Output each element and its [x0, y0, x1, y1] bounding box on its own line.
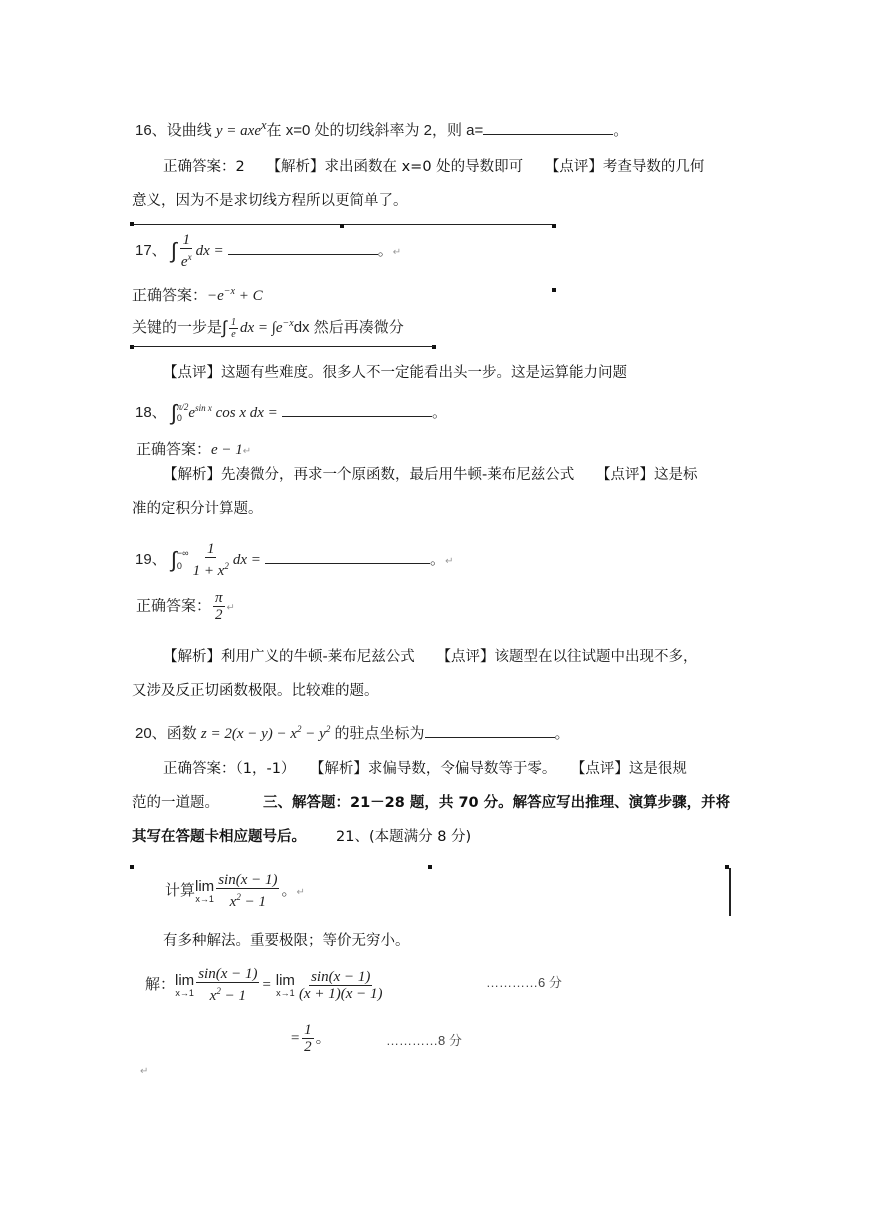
q17-answer-tail: + C — [234, 288, 263, 304]
q16-end: 。 — [613, 122, 629, 139]
q20-blank — [425, 723, 555, 738]
q20-expr: z = 2(x − y) − x — [200, 726, 298, 742]
q21-solution-step2: = $\frac{1}{2}$ 。 — [290, 1022, 331, 1055]
q20-line2-a: 范的一道题。 — [132, 795, 219, 811]
section-three-heading: 三、解答题：21－28 题，共 70 分。解答应写出推理、演算步骤，并将 — [263, 795, 731, 811]
q18-answer — [136, 438, 251, 459]
q18-end: 。 — [431, 403, 447, 421]
q21-calc: 计算 — [165, 881, 196, 899]
q17-comment: 【点评】这题有些难度。很多人不一定能看出头一步。这是运算能力问题 — [163, 365, 627, 381]
q18-stem: 18、 ∫ π/2 0 $e^{sin x}$ cos x dx = 。 — [135, 400, 447, 425]
q16-expr-sup: x — [260, 118, 267, 132]
q19-answer-label: 正确答案： — [136, 597, 212, 615]
q16-number: 16、 — [135, 122, 167, 139]
q17-answer-sup: −x — [223, 286, 235, 297]
integral-sign: ∫ — [170, 238, 177, 263]
q17-answer-expr: −e — [207, 288, 224, 304]
frame-handle — [130, 865, 134, 869]
q21-solution-step1: 解： lim x→1 $\frac{\sin(x - 1)}{x^2 - 1}$ = lim x→1 $\frac{\sin(x - 1)}{(x + 1)(x - 1)}$ — [145, 966, 383, 1004]
q17-blank — [228, 240, 378, 255]
return-mark: ↵ — [226, 602, 235, 614]
q18-limits: π/2 0 — [176, 402, 189, 423]
q17-key-mid: dx = ∫e — [239, 320, 283, 336]
return-mark: ↵ — [242, 446, 252, 457]
return-mark: ↵ — [140, 1066, 149, 1077]
q19-line1: 【解析】利用广义的牛顿-莱布尼兹公式 【点评】该题型在以往试题中出现不多， — [163, 649, 698, 665]
q21-frame-right — [729, 868, 731, 916]
return-mark: ↵ — [392, 246, 402, 258]
q21-fraction: $\frac{\sin(x - 1)}{x^2 - 1}$ — [218, 872, 278, 910]
frame-handle — [428, 865, 432, 869]
q19-blank — [265, 549, 430, 564]
q16-answer-line1: 正确答案：2 【解析】求出函数在 x=0 处的导数即可 【点评】考查导数的几何 — [163, 159, 705, 175]
q20-mid: 的驻点坐标为 — [334, 725, 425, 742]
integral-sign: ∫ — [170, 400, 177, 425]
integral-sign: ∫ — [222, 317, 227, 338]
q16-pre: 设曲线 — [166, 122, 212, 139]
integral-sign: ∫ — [170, 547, 177, 572]
frame-handle — [552, 288, 556, 292]
lim: lim x→1 — [175, 972, 195, 998]
q21-end: 。 — [281, 881, 297, 899]
return-mark: ↵ — [296, 886, 305, 898]
q19-line2: 又涉及反正切函数极限。比较难的题。 — [132, 683, 379, 699]
frame-handle — [552, 224, 556, 228]
q17-fraction: $\frac{1}{e^x}$ — [180, 232, 192, 270]
q20-pre: 函数 — [166, 725, 197, 742]
q20-stem: 20、函数 $z = 2(x - y) - x^2 - y^2$ 的驻点坐标为 。 — [135, 724, 570, 742]
q16-stem — [135, 118, 628, 140]
q16-expr: y = axe — [215, 123, 261, 139]
q20-line1: 正确答案：（1，-1） 【解析】求偏导数，令偏导数等于零。 【点评】这是很规 — [163, 761, 687, 777]
frac: $\frac{\sin(x - 1)}{(x + 1)(x - 1)}$ — [298, 968, 383, 1002]
q17-stem: 17、 ∫ $\frac{1}{e^x}$ dx = 。↵ — [135, 232, 402, 270]
q16-blank — [483, 120, 613, 135]
q20-line3 — [132, 820, 471, 854]
q18-answer-expr: e − 1 — [211, 442, 243, 458]
q18-line1: 【解析】先凑微分，再求一个原函数，最后用牛顿-莱布尼兹公式 【点评】这是标 — [163, 467, 698, 483]
q19-stem: 19、 ∫ −∞ 0 $\frac{1}{1 + x^2}$ dx = 。↵ — [135, 541, 454, 579]
section-three-heading-cont: 其写在答题卡相应题号后。 — [132, 829, 306, 845]
q20-end: 。 — [554, 725, 570, 742]
q17-key-sup: −x — [282, 318, 294, 329]
return-mark: ↵ — [445, 555, 454, 567]
q17-answer-label: 正确答案： — [132, 287, 208, 304]
frame-handle — [340, 224, 344, 228]
lim: lim x→1 — [275, 972, 295, 998]
q19-answer — [136, 590, 235, 623]
q18-blank — [282, 402, 432, 417]
q21-score2: …………8 分 — [386, 1033, 462, 1048]
q19-fraction: $\frac{1}{1 + x^2}$ — [192, 541, 229, 579]
frac: $\frac{\sin(x - 1)}{x^2 - 1}$ — [198, 966, 258, 1004]
q21-score1: …………6 分 — [486, 975, 562, 990]
q21-stem — [165, 872, 305, 910]
frame-handle — [130, 222, 134, 226]
q17-key-fraction: $\frac{1}{e}$ — [230, 316, 236, 340]
q16-answer-line2: 意义，因为不是求切线方程所以更简单了。 — [132, 193, 408, 209]
q20-line2 — [132, 786, 730, 820]
q18-line2: 准的定积分计算题。 — [132, 501, 263, 517]
q21-result-fraction: $\frac{1}{2}$ — [304, 1022, 312, 1055]
q17-frame-top — [132, 224, 556, 225]
q21-hint: 有多种解法。重要极限；等价无穷小。 — [163, 933, 410, 949]
q17-answer — [132, 284, 263, 305]
q17-end: 。 — [377, 241, 393, 259]
q19-limits: −∞ 0 — [176, 548, 189, 571]
q17-number: 17、 — [135, 241, 167, 259]
q19-end: 。 — [430, 550, 446, 568]
q21-header: 21、(本题满分 8 分) — [336, 829, 472, 845]
q17-key-step — [132, 316, 404, 340]
q19-answer-fraction: $\frac{\pi}{2}$ — [215, 590, 223, 623]
q17-frame-bottom — [132, 346, 434, 347]
q18-number: 18、 — [135, 403, 167, 421]
q17-key-pre: 关键的一步是 — [132, 319, 223, 336]
q16-mid: 在 x=0 处的切线斜率为 2，则 a= — [266, 122, 484, 139]
q17-key-tail: dx 然后再凑微分 — [293, 319, 404, 336]
q18-answer-label: 正确答案： — [136, 441, 212, 458]
q21-solution-label: 解： — [145, 975, 176, 993]
q20-number: 20、 — [135, 725, 167, 742]
q21-lim: lim x→1 — [195, 878, 215, 904]
q19-number: 19、 — [135, 550, 167, 568]
